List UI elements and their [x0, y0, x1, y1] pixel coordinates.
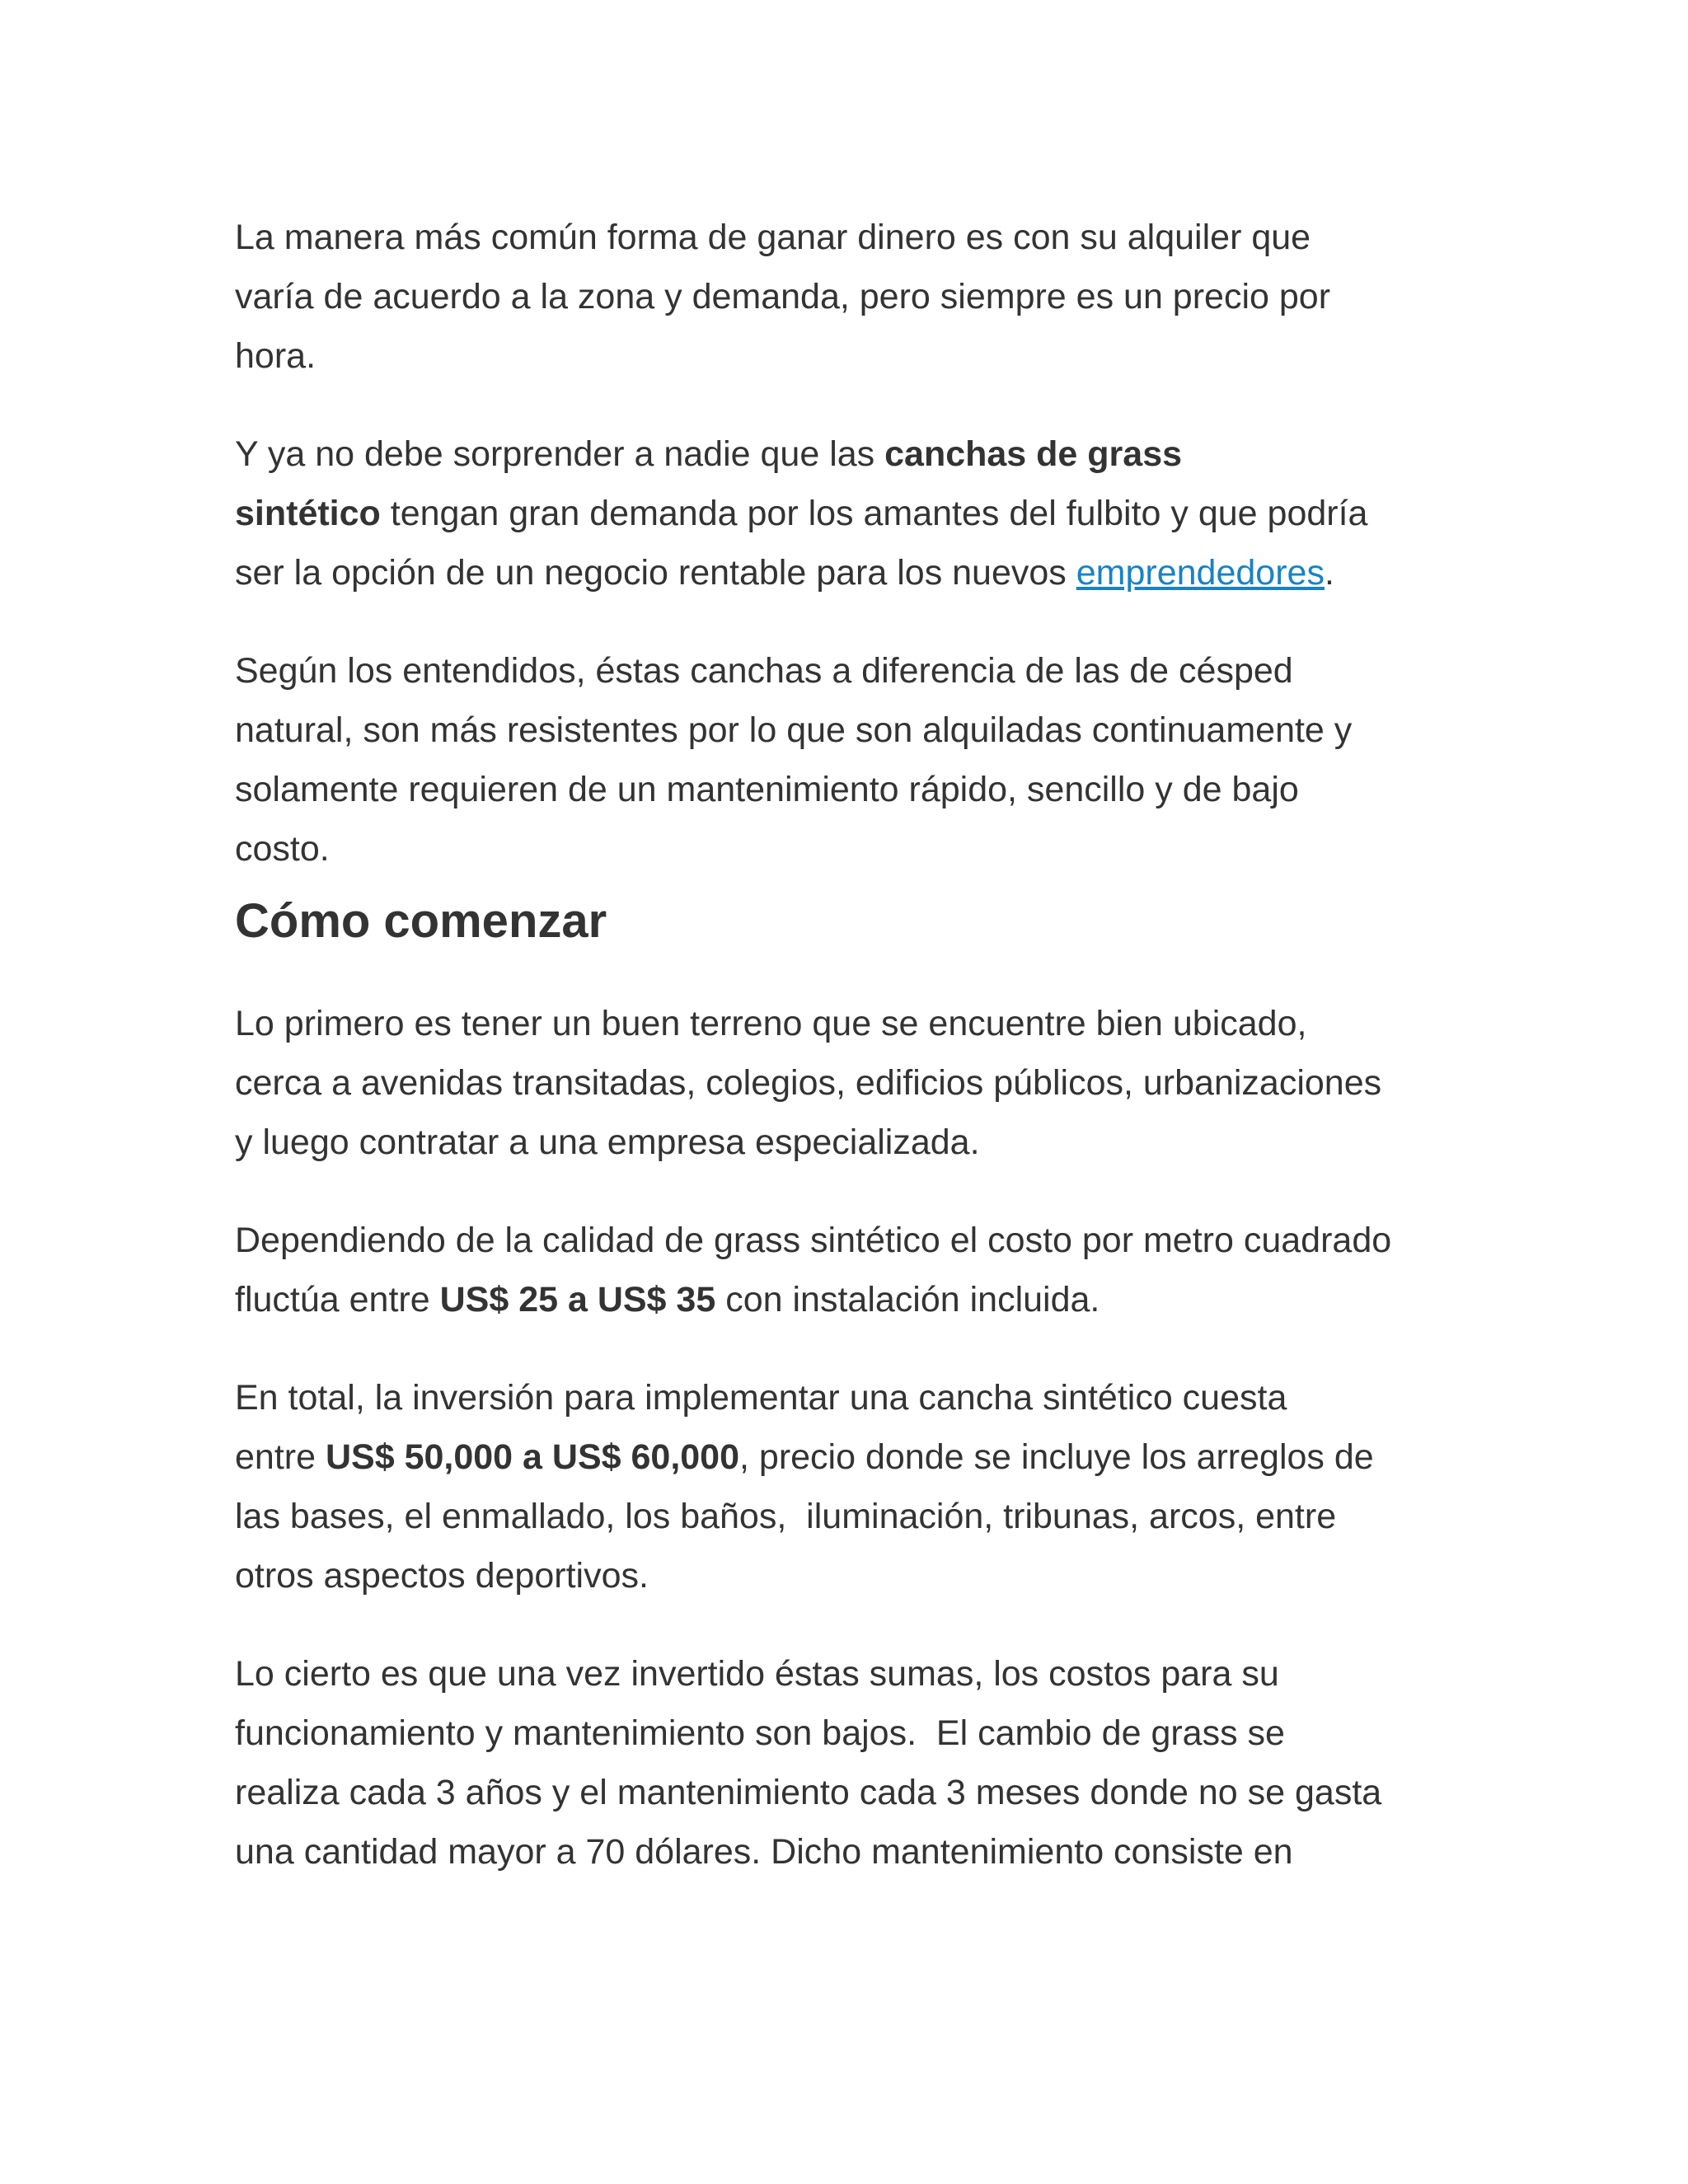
bold-text: sintético	[235, 494, 381, 533]
text-line: La manera más común forma de ganar dinero es con su alquiler que	[235, 218, 1311, 257]
document-page	[235, 208, 1471, 1882]
bold-text: canchas de grass	[884, 434, 1183, 474]
text-line	[235, 484, 1471, 543]
text-run: , precio donde se incluye los arreglos de	[739, 1437, 1374, 1477]
text-line: realiza cada 3 años y el mantenimiento cada 3 meses donde no se gasta	[235, 1773, 1382, 1812]
text-line: las bases, el enmallado, los baños, iluminación, tribunas, arcos, entre	[235, 1497, 1337, 1536]
paragraph-alquiler	[235, 208, 1471, 386]
text-line: solamente requieren de un mantenimiento rápido, sencillo y de bajo	[235, 770, 1299, 809]
text-line: En total, la inversión para implementar una cancha sintético cuesta	[235, 1378, 1287, 1418]
text-run: fluctúa entre	[235, 1280, 440, 1319]
text-run: tengan gran demanda por los amantes del fulbito y que podría	[380, 494, 1368, 533]
text-line: y luego contratar a una empresa especializada.	[235, 1122, 980, 1162]
text-line: funcionamiento y mantenimiento son bajos. El cambio de grass se	[235, 1713, 1285, 1753]
paragraph-demanda	[235, 424, 1471, 602]
text-line: Según los entendidos, éstas canchas a diferencia de las de césped	[235, 651, 1293, 691]
emprendedores-link[interactable]: emprendedores	[1076, 553, 1325, 593]
paragraph-costo-metro	[235, 1211, 1471, 1329]
paragraph-entendidos	[235, 641, 1471, 879]
paragraph-inversion	[235, 1368, 1471, 1605]
section-heading: Cómo comenzar	[235, 894, 607, 948]
text-line: cerca a avenidas transitadas, colegios, edificios públicos, urbanizaciones	[235, 1063, 1382, 1103]
text-line: una cantidad mayor a 70 dólares. Dicho mantenimiento consiste en	[235, 1832, 1293, 1872]
text-run: con instalación incluida.	[715, 1280, 1100, 1319]
text-run: Y ya no debe sorprender a nadie que las	[235, 434, 885, 474]
text-run: entre	[235, 1437, 326, 1477]
paragraph-mantenimiento	[235, 1644, 1471, 1882]
text-run: ser la opción de un negocio rentable para los nuevos	[235, 553, 1076, 593]
text-line: natural, son más resistentes por lo que son alquiladas continuamente y	[235, 710, 1353, 750]
paragraph-terreno	[235, 994, 1471, 1172]
text-line: Lo primero es tener un buen terreno que se encuentre bien ubicado,	[235, 1004, 1307, 1043]
text-line: otros aspectos deportivos.	[235, 1556, 649, 1596]
text-line: hora.	[235, 336, 316, 376]
text-line	[235, 1270, 1471, 1329]
text-run: .	[1324, 553, 1334, 593]
text-line: Lo cierto es que una vez invertido éstas sumas, los costos para su	[235, 1654, 1279, 1694]
text-line	[235, 1427, 1471, 1487]
text-line: varía de acuerdo a la zona y demanda, pero siempre es un precio por	[235, 277, 1331, 316]
bold-text: US$ 50,000 a US$ 60,000	[325, 1437, 740, 1477]
text-line: Dependiendo de la calidad de grass sintético el costo por metro cuadrado	[235, 1221, 1392, 1260]
text-line	[235, 424, 1471, 484]
text-line: costo.	[235, 829, 330, 869]
bold-text: US$ 25 a US$ 35	[439, 1280, 716, 1319]
text-line	[235, 543, 1471, 602]
